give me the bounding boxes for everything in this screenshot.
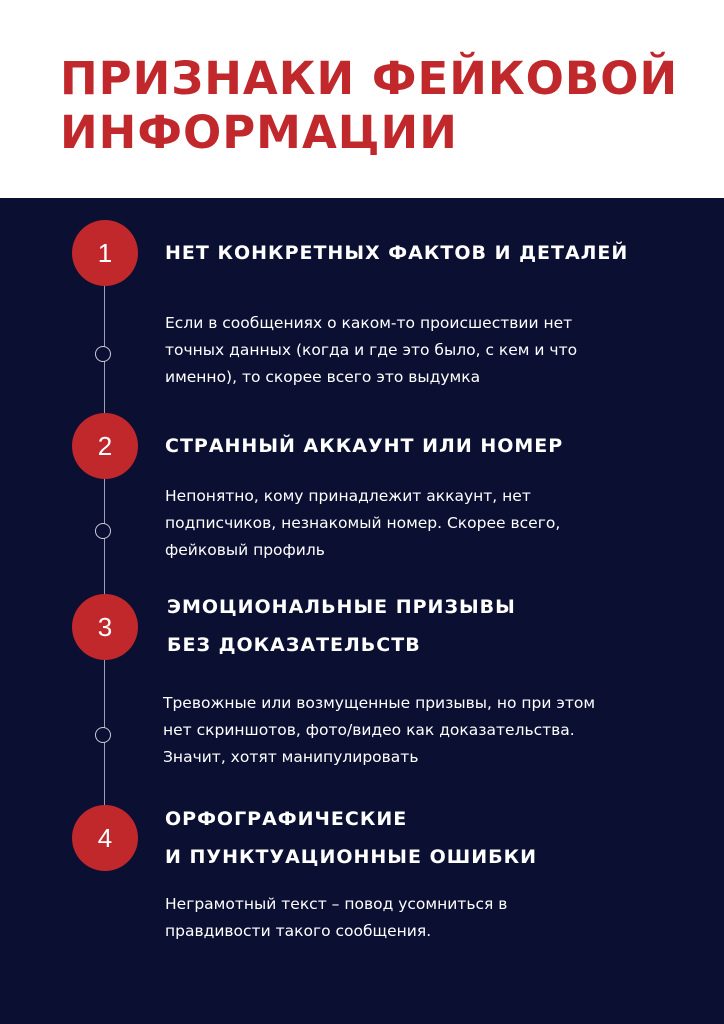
description-line: нет скриншотов, фото/видео как доказательства. [163,721,575,739]
description-line: Тревожные или возмущенные призывы, но при этом [163,694,596,712]
page-title-line-1: ПРИЗНАКИ ФЕЙКОВОЙ [60,52,679,105]
step-badge-2: 2 [72,413,138,479]
step-badge-3: 3 [72,594,138,660]
item-description-2 [165,483,560,564]
item-heading-2 [165,427,563,465]
description-line: точных данных (когда и где это было, с кем и что [165,341,578,359]
item-heading-line: СТРАННЫЙ АККАУНТ ИЛИ НОМЕР [165,435,564,457]
timeline-node [95,727,111,743]
timeline-node [95,346,111,362]
description-line: фейковый профиль [165,541,325,559]
item-heading-line: ОРФОГРАФИЧЕСКИЕ [165,808,408,830]
item-description-1 [165,310,577,391]
page-title-line-2: ИНФОРМАЦИИ [60,106,458,159]
header [0,0,724,198]
item-description-4 [165,891,507,945]
description-line: Неграмотный текст – повод усомниться в [165,895,508,913]
timeline-node [95,523,111,539]
item-description-3 [163,690,595,771]
description-line: Непонятно, кому принадлежит аккаунт, нет [165,487,531,505]
timeline-line [104,252,105,840]
item-heading-3 [167,588,516,664]
item-heading-line: НЕТ КОНКРЕТНЫХ ФАКТОВ И ДЕТАЛЕЙ [165,242,629,264]
item-heading-4 [165,800,537,876]
item-heading-line: И ПУНКТУАЦИОННЫЕ ОШИБКИ [165,846,538,868]
step-badge-1: 1 [72,220,138,286]
page-title [60,52,700,160]
item-heading-line: ЭМОЦИОНАЛЬНЫЕ ПРИЗЫВЫ [167,596,516,618]
description-line: Значит, хотят манипулировать [163,748,419,766]
description-line: подписчиков, незнакомый номер. Скорее всего, [165,514,561,532]
item-heading-line: БЕЗ ДОКАЗАТЕЛЬСТВ [167,634,421,656]
item-heading-1 [165,234,628,272]
step-badge-4: 4 [72,805,138,871]
description-line: Если в сообщениях о каком-то происшествии нет [165,314,573,332]
description-line: именно), то скорее всего это выдумка [165,368,481,386]
description-line: правдивости такого сообщения. [165,922,432,940]
